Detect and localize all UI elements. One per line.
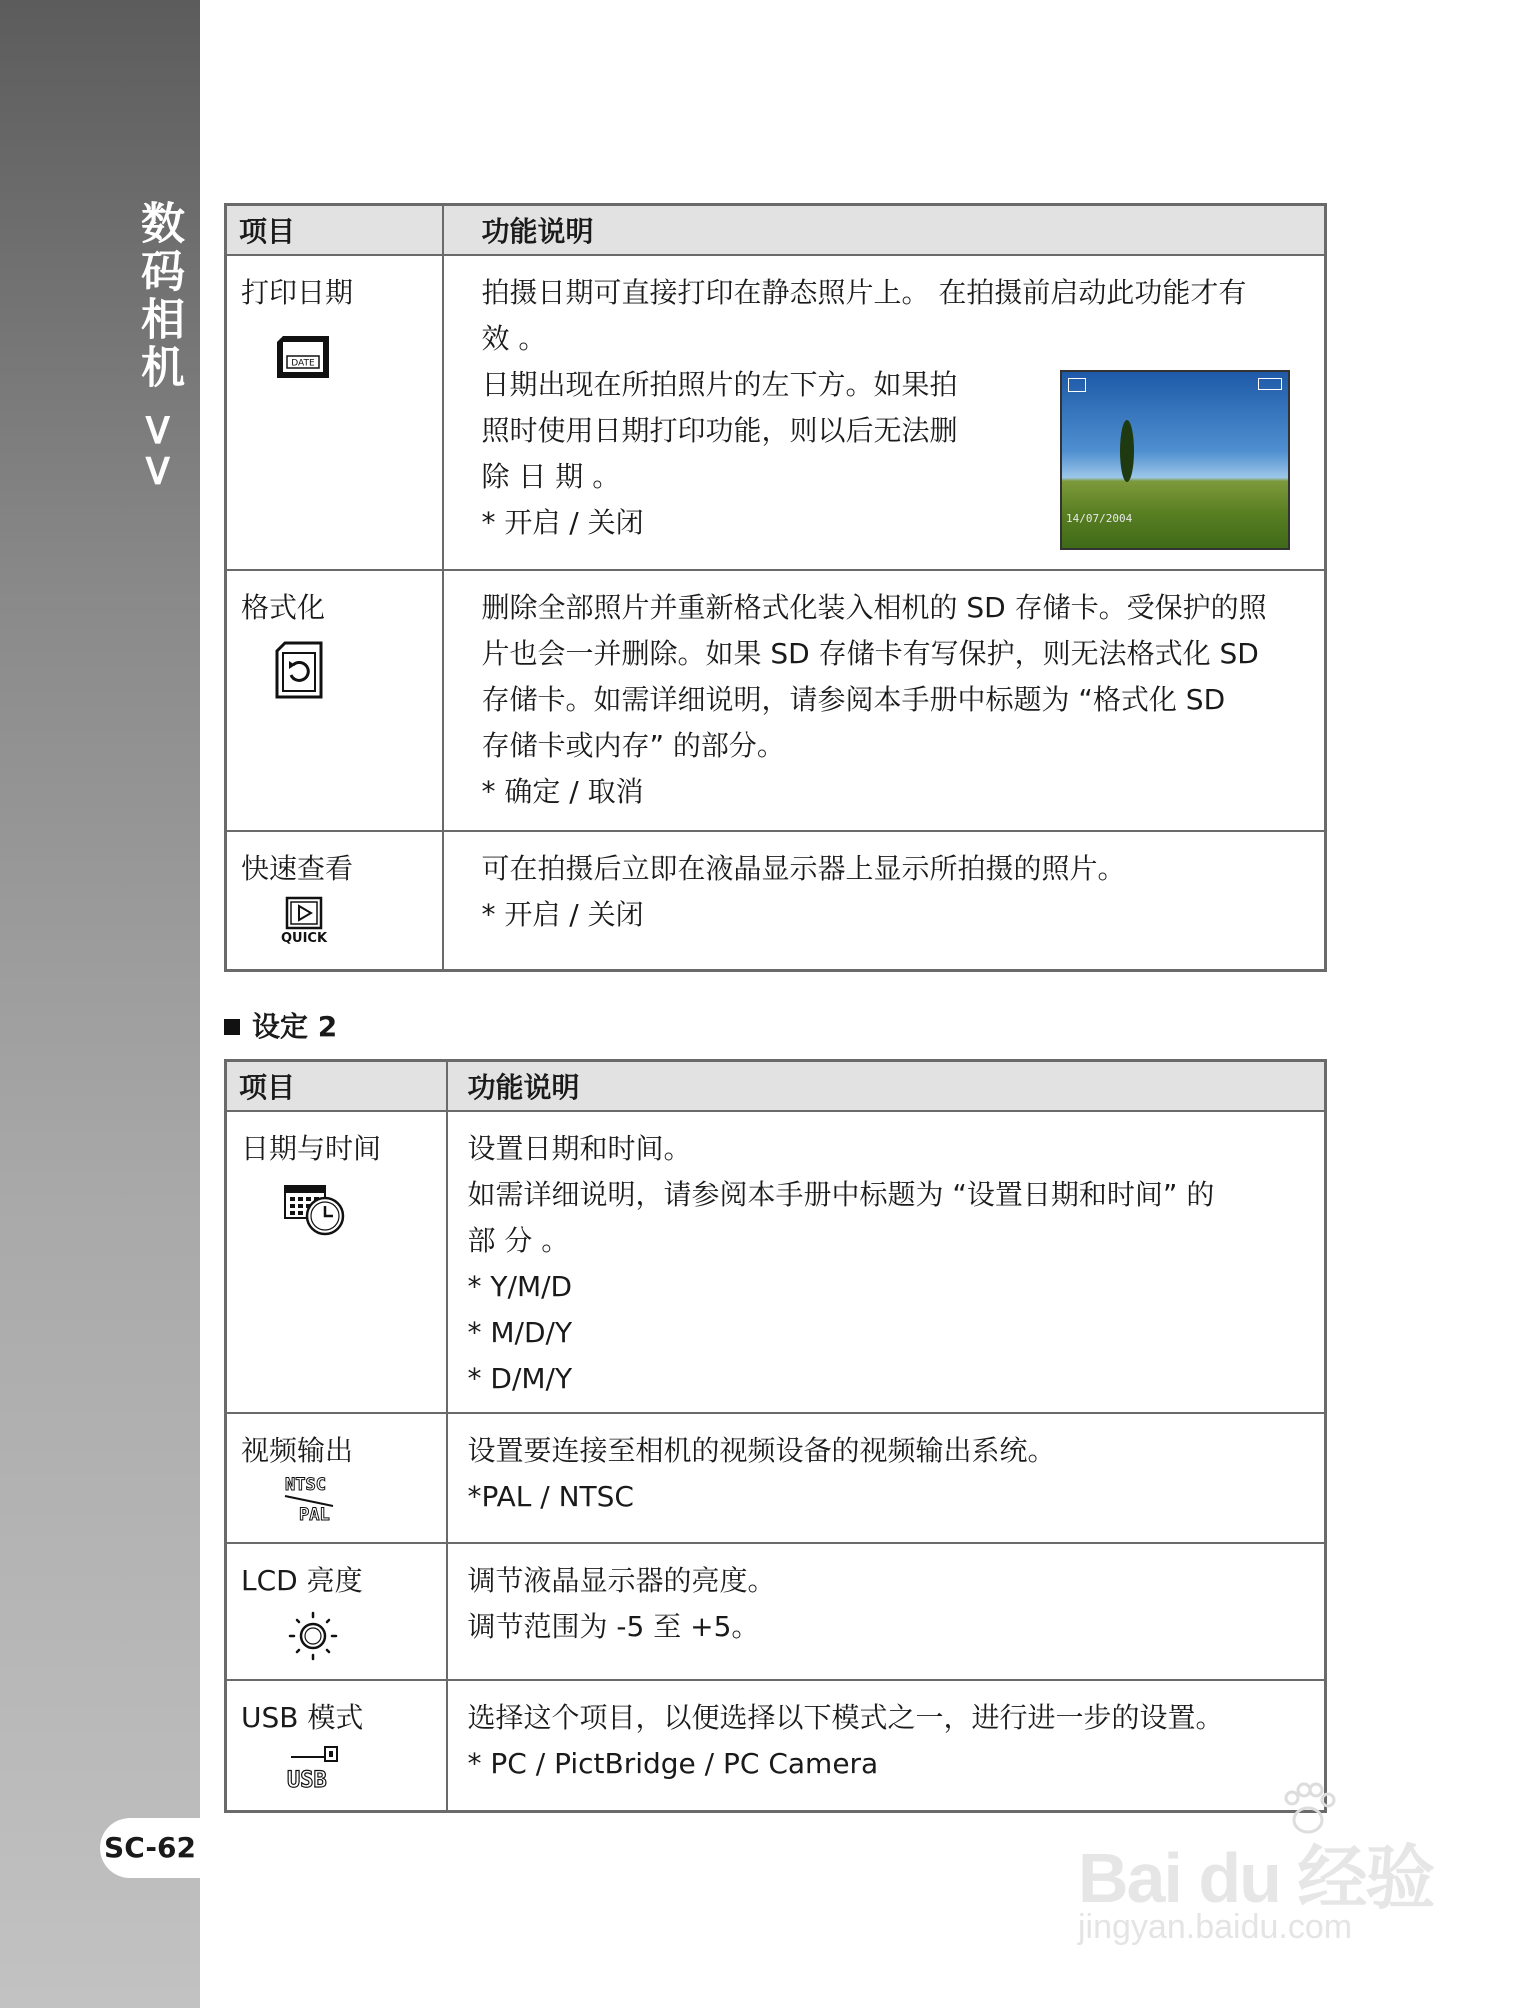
quick-view-icon bbox=[277, 896, 428, 953]
description-line: * M/D/Y bbox=[467, 1316, 573, 1349]
table-row bbox=[226, 1413, 1326, 1543]
ntsc-pal-icon bbox=[283, 1472, 432, 1531]
header-item: 项目 bbox=[226, 1061, 447, 1112]
item-name: 日期与时间 bbox=[241, 1132, 382, 1165]
description-line: * D/M/Y bbox=[467, 1362, 573, 1395]
description-line: *PAL / NTSC bbox=[467, 1480, 634, 1513]
description-line: 如需详细说明，请参阅本手册中标题为 “设置日期和时间” 的 bbox=[467, 1178, 1215, 1211]
item-cell bbox=[226, 255, 443, 570]
description-line: 选择这个项目，以便选择以下模式之一，进行进一步的设置。 bbox=[467, 1701, 1224, 1734]
sample-photo-preview bbox=[1060, 370, 1290, 550]
header-item: 项目 bbox=[226, 205, 443, 256]
table-row bbox=[226, 831, 1326, 970]
calendar-clock-icon bbox=[283, 1180, 432, 1245]
item-name: LCD 亮度 bbox=[241, 1564, 363, 1597]
description-cell bbox=[443, 255, 1326, 570]
description-line: 设置要连接至相机的视频设备的视频输出系统。 bbox=[467, 1434, 1056, 1467]
item-cell bbox=[226, 1413, 447, 1543]
svg-text:DATE: DATE bbox=[291, 358, 315, 369]
chapter-title: 数码相机 >> bbox=[133, 200, 184, 494]
table-row bbox=[226, 1543, 1326, 1680]
brightness-icon bbox=[285, 1610, 432, 1669]
description-line: 效 。 bbox=[481, 322, 547, 355]
description-cell bbox=[447, 1543, 1326, 1680]
svg-text:NTSC: NTSC bbox=[285, 1475, 326, 1495]
table-header-row bbox=[226, 1061, 1326, 1112]
settings-table-1 bbox=[224, 203, 1327, 972]
svg-text:USB: USB bbox=[287, 1768, 327, 1793]
description-line: * 开启 / 关闭 bbox=[481, 506, 644, 539]
watermark-url: jingyan.baidu.com bbox=[1078, 1908, 1353, 1946]
item-name: USB 模式 bbox=[241, 1701, 364, 1734]
format-card-icon bbox=[275, 641, 428, 706]
description-cell bbox=[447, 1413, 1326, 1543]
header-description: 功能说明 bbox=[447, 1061, 1326, 1112]
description-line: 可在拍摄后立即在液晶显示器上显示所拍摄的照片。 bbox=[481, 852, 1126, 885]
item-cell bbox=[226, 570, 443, 831]
usb-icon bbox=[285, 1743, 432, 1800]
description-line: * PC / PictBridge / PC Camera bbox=[467, 1747, 879, 1780]
table-header-row bbox=[226, 205, 1326, 256]
playback-icon bbox=[1068, 378, 1086, 392]
description-line: 日期出现在所拍照片的左下方。如果拍 bbox=[481, 368, 958, 401]
description-line: 除 日 期 。 bbox=[481, 460, 621, 493]
tree-image bbox=[1120, 420, 1134, 482]
svg-text:PAL: PAL bbox=[299, 1505, 330, 1524]
description-line: 存储卡。如需详细说明，请参阅本手册中标题为 “格式化 SD bbox=[481, 683, 1226, 716]
table-row bbox=[226, 1111, 1326, 1413]
description-cell bbox=[443, 570, 1326, 831]
description-line: 照时使用日期打印功能，则以后无法删 bbox=[481, 414, 958, 447]
description-cell bbox=[447, 1111, 1326, 1413]
description-line: 拍摄日期可直接打印在静态照片上。 在拍摄前启动此功能才有 bbox=[481, 276, 1247, 309]
item-cell bbox=[226, 1680, 447, 1812]
item-name: 视频输出 bbox=[241, 1434, 354, 1467]
date-stamp-icon bbox=[275, 334, 428, 387]
description-line: 调节液晶显示器的亮度。 bbox=[467, 1564, 776, 1597]
item-cell bbox=[226, 1543, 447, 1680]
item-cell bbox=[226, 1111, 447, 1413]
description-line: 部 分 。 bbox=[467, 1224, 570, 1257]
description-line: 存储卡或内存” 的部分。 bbox=[481, 729, 785, 762]
svg-text:QUICK: QUICK bbox=[280, 931, 328, 946]
description-line: 片也会一并删除。如果 SD 存储卡有写保护，则无法格式化 SD bbox=[481, 637, 1259, 670]
bullet-square-icon bbox=[224, 1019, 240, 1035]
date-stamp-text: 14/07/2004 bbox=[1066, 512, 1133, 525]
description-cell bbox=[443, 831, 1326, 970]
description-line: * 确定 / 取消 bbox=[481, 775, 644, 808]
baidu-watermark bbox=[1078, 1780, 1438, 1950]
item-name: 快速查看 bbox=[241, 852, 354, 885]
description-line: 调节范围为 -5 至 +5。 bbox=[467, 1610, 760, 1643]
watermark-main-text: Bai du 经验 bbox=[1078, 1839, 1434, 1917]
header-description: 功能说明 bbox=[443, 205, 1326, 256]
section-title: 设定 2 bbox=[252, 1010, 338, 1043]
description-line: 设置日期和时间。 bbox=[467, 1132, 692, 1165]
description-line: * 开启 / 关闭 bbox=[481, 898, 644, 931]
item-name: 格式化 bbox=[241, 591, 326, 624]
description-line: * Y/M/D bbox=[467, 1270, 573, 1303]
table-row bbox=[226, 570, 1326, 831]
description-line: 删除全部照片并重新格式化装入相机的 SD 存储卡。受保护的照 bbox=[481, 591, 1267, 624]
settings-table-2 bbox=[224, 1059, 1327, 1813]
item-cell bbox=[226, 831, 443, 970]
section-heading bbox=[224, 1007, 337, 1047]
table-row bbox=[226, 255, 1326, 570]
page-number: SC-62 bbox=[100, 1818, 200, 1878]
item-name: 打印日期 bbox=[241, 276, 354, 309]
battery-icon bbox=[1258, 378, 1282, 390]
